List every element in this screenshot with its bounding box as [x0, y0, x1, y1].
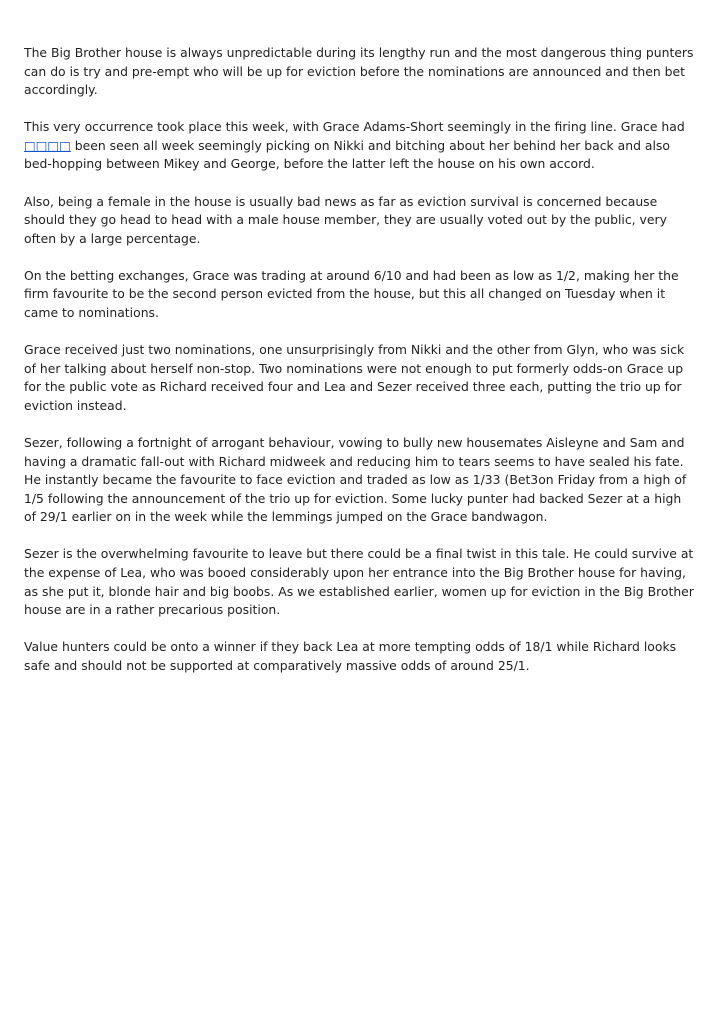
paragraph-text-start: This very occurrence took place this week, with Grace Adams-Short seemingly in the firing line. Grace had: [24, 119, 685, 135]
paragraph-nominations: Grace received just two nominations, one unsurprisingly from Nikki and the other from Glyn, who was sick of her talking about herself non-stop. Two nominations were not enough to put formerly odds-on Grace up for the public vote as Richard received four and Lea and Sezer received three each, putting the trio up for eviction instead.: [24, 342, 685, 413]
paragraph-value-hunters: Value hunters could be onto a winner if they back Lea at more tempting odds of 18/1 while Richard looks safe and should not be supported at comparatively massive odds of around 25/1.: [24, 639, 677, 673]
paragraph-final-twist: Sezer is the overwhelming favourite to leave but there could be a final twist in this tale. He could survive at the expense of Lea, who was booed considerably upon her entrance into the Big Brother house for having, as she put it, blonde hair and big boobs. As we established earlier, women up for eviction in the Big Brother house are in a rather precarious position.: [24, 546, 694, 618]
paragraph-text-end: been seen all week seemingly picking on Nikki and bitching about her behind her back and also bed-hopping between Mikey and George, before the latter left the house on his own accord.: [24, 137, 670, 172]
paragraph-grace-firing-line: [24, 118, 696, 174]
paragraph-sezer: Sezer, following a fortnight of arrogant behaviour, vowing to bully new housemates Aisleyne and Sam and having a dramatic fall-out with Richard midweek and reducing him to tears seems to have sealed his fate. He instantly became the favourite to face eviction and traded as low as 1/33 (Bet3on Friday from a high of 1/5 following the announcement of the trio up for eviction. Some lucky punter had backed Sezer at a high of 29/1 earlier on in the week while the lemmings jumped on the Grace bandwagon.: [24, 435, 687, 525]
paragraph-intro: The Big Brother house is always unpredictable during its lengthy run and the most dangerous thing punters can do is try and pre-empt who will be up for eviction before the nominations are announced and then bet accordingly.: [24, 45, 694, 98]
article-body: [24, 44, 696, 694]
paragraph-betting-exchanges: On the betting exchanges, Grace was trading at around 6/10 and had been as low as 1/2, making her the firm favourite to be the second person evicted from the house, but this all changed on Tuesday when it came to nominations.: [24, 267, 679, 321]
paragraph-female-eviction: Also, being a female in the house is usually bad news as far as eviction survival is concerned because should they go head to head with a male house member, they are usually voted out by the public, very often by a large percentage.: [24, 193, 667, 246]
inline-link[interactable]: □□□□: [24, 137, 71, 153]
